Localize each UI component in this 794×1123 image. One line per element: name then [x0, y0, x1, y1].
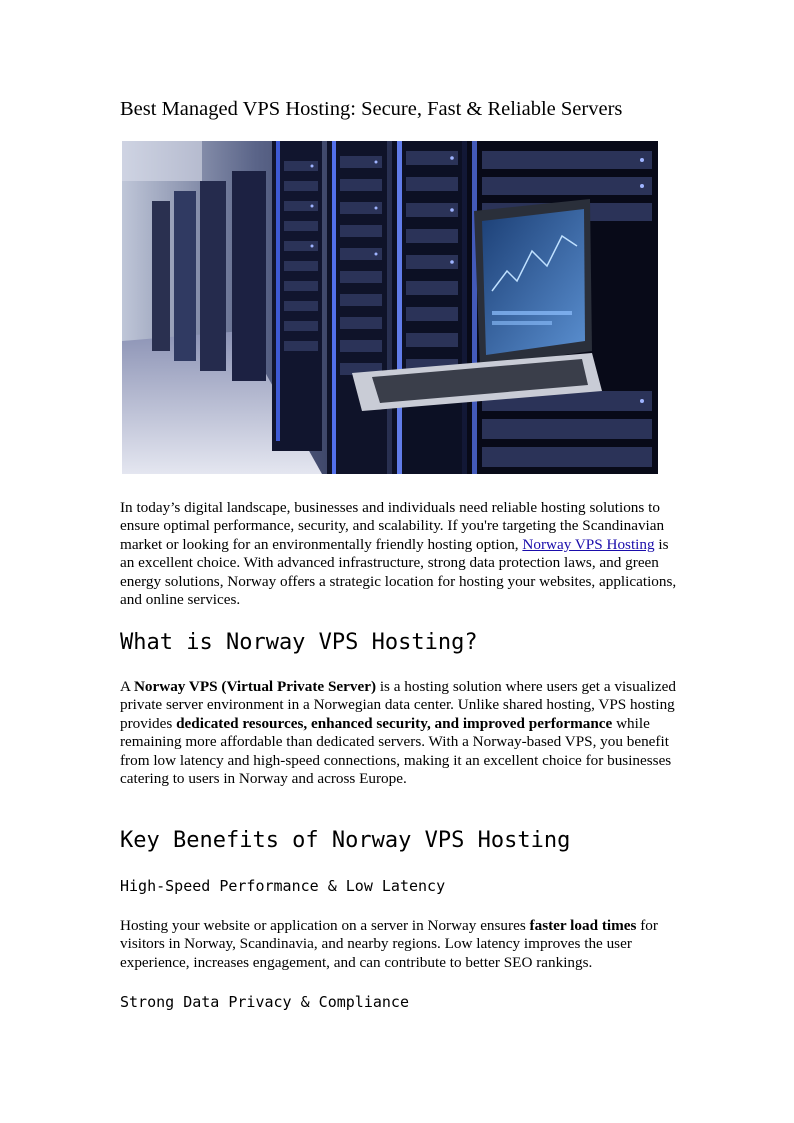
high-speed-text-1: Hosting your website or application on a server in Norway ensures [120, 917, 530, 934]
intro-paragraph [120, 499, 680, 609]
high-speed-paragraph [120, 917, 680, 972]
document-title: Best Managed VPS Hosting: Secure, Fast & Reliable Servers [120, 98, 623, 120]
data-privacy-heading: Strong Data Privacy & Compliance [120, 993, 409, 1011]
what-is-text-2: is a hosting solution where users get a visualized private server environment in a Norwegian data center. Unlike shared hosting, VPS hosting provides [120, 678, 676, 732]
what-is-bold-1: Norway VPS (Virtual Private Server) [133, 678, 377, 695]
high-speed-heading: High-Speed Performance & Low Latency [120, 877, 446, 895]
intro-text-2: is an excellent choice. With advanced infrastructure, strong data protection laws, and green energy solutions, Norway offers a strategic location for hosting your websites, applications, and online services. [120, 535, 677, 609]
high-speed-bold: faster load times [529, 917, 637, 934]
what-is-bold-2: dedicated resources, enhanced security, and improved performance [176, 714, 613, 732]
what-is-paragraph [120, 678, 680, 788]
server-room-illustration [122, 141, 658, 474]
what-is-text-3: while remaining more affordable than dedicated servers. With a Norway-based VPS, you benefit from low latency and high-speed connections, making it an excellent choice for businesses catering to users in Norway and across Europe. [120, 714, 672, 788]
norway-vps-hosting-link[interactable]: Norway VPS Hosting [522, 535, 655, 553]
high-speed-text-2: for visitors in Norway, Scandinavia, and nearby regions. Low latency improves the user experience, increases engagement, and can contribute to better SEO rankings. [120, 917, 658, 971]
what-is-heading: What is Norway VPS Hosting? [120, 630, 478, 655]
what-is-text-1: A [120, 678, 134, 695]
intro-text-1: In today’s digital landscape, businesses and individuals need reliable hosting solutions to ensure optimal performance, security, and scalability. If you're targeting the Scandinavian market or looking for an environmentally friendly hosting option, [120, 499, 665, 553]
key-benefits-heading: Key Benefits of Norway VPS Hosting [120, 828, 571, 853]
server-room-image [122, 141, 658, 474]
